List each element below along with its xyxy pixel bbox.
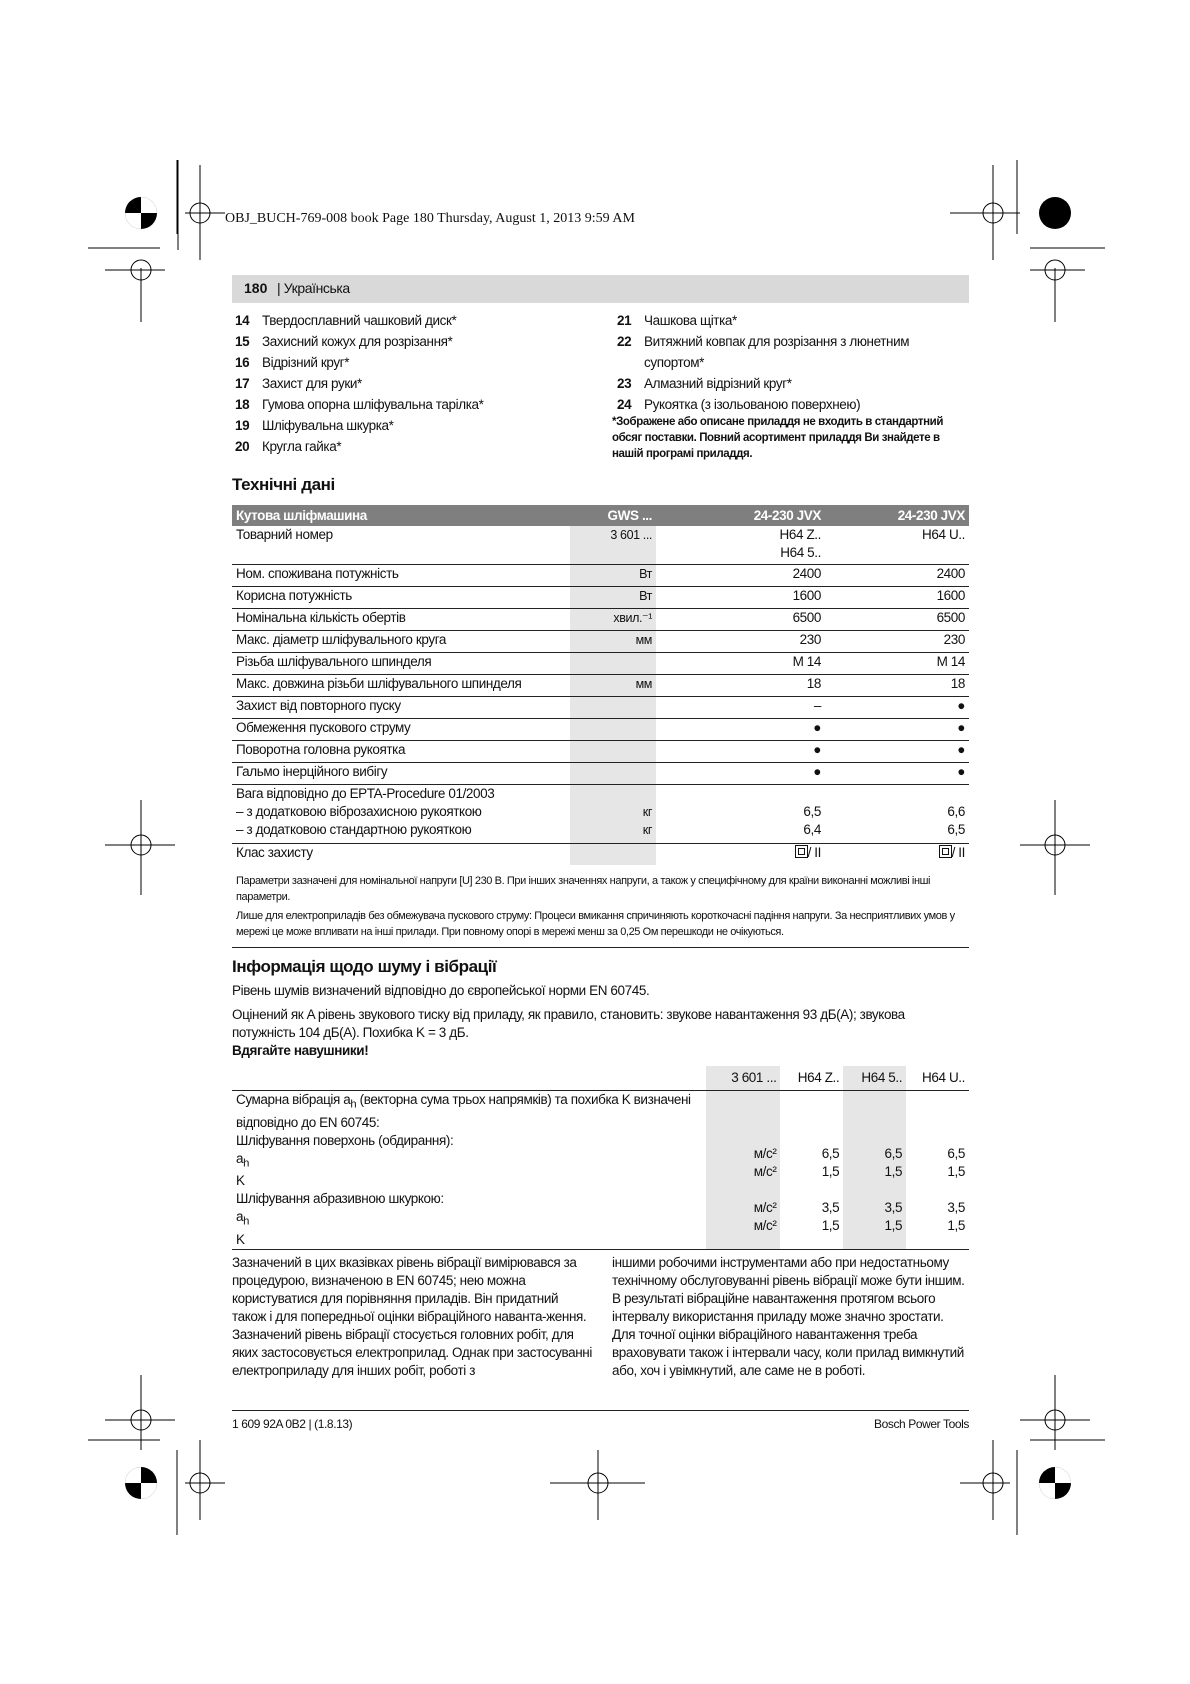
tech-note: Параметри зазначені для номінальної напруги [U] 230 В. При інших значеннях напруги, а також у специфічному для країни виконанні можливі інші параметри. xyxy=(236,875,931,903)
footer-brand: Bosch Power Tools xyxy=(873,1417,969,1431)
parts-list-left xyxy=(235,310,595,457)
paragraph: Зазначений рівень вібрації стосується головних робіт, для яких застосовується електроприлад. Однак при застосуванні електроприладу для інших робіт, роботі з xyxy=(232,1327,592,1378)
parts-footnote: *Зображене або описане приладдя не входить в стандартний обсяг поставки. Повний асортимент приладдя Ви знайдете в нашій програмі приладдя. xyxy=(612,416,944,460)
table-header: 24-230 JVX xyxy=(825,505,969,526)
parts-list-right xyxy=(617,310,972,415)
table-row: Товарний номер 3 601 ... H64 Z.. H64 5.. H64 U.. xyxy=(232,526,969,565)
table-header-row xyxy=(232,505,969,526)
paragraph: Для точної оцінки вібраційного навантаження треба враховувати також і інтервали часу, коли прилад вимкнутий або, хоч і увімкнутий, але саме не в роботі. xyxy=(612,1327,964,1378)
body-column-left xyxy=(232,1254,592,1380)
table-row: Гальмо інерційного вибігу ● ● xyxy=(232,763,969,785)
table-row: Поворотна головна рукоятка ● ● xyxy=(232,741,969,763)
tech-data-heading: Технічні дані xyxy=(232,475,335,494)
list-item: 24 Рукоятка (з ізольованою поверхнею) xyxy=(617,397,861,412)
list-item: 14 Твердосплавний чашковий диск* xyxy=(235,313,457,328)
list-item: 22 Витяжний ковпак для розрізання з люнетним супортом* xyxy=(617,334,910,370)
table-row: Макс. довжина різьби шліфувального шпинделя мм 18 18 xyxy=(232,675,969,697)
table-row: Обмеження пускового струму ● ● xyxy=(232,719,969,741)
paragraph: Оцінений як A рівень звукового тиску від приладу, як правило, становить: звукове навантаження 93 дБ(A); звукова потужність 104 дБ(A). Похибка K = 3 дБ. xyxy=(232,1007,905,1040)
tech-notes xyxy=(232,873,969,948)
list-item: 19 Шліфувальна шкурка* xyxy=(235,418,394,433)
paragraph: Зазначений в цих вказівках рівень вібрації вимірювався за процедурою, визначеною в EN 60745; нею можна користуватися для порівняння приладів. Він придатний також і для попередньої оцінки вібраційного наванта-ження. xyxy=(232,1255,587,1324)
class-ii-icon xyxy=(939,845,952,858)
list-item: 21 Чашкова щітка* xyxy=(617,313,737,328)
list-item: 15 Захисний кожух для розрізання* xyxy=(235,334,453,349)
noise-text xyxy=(232,982,969,1066)
table-row: Захист від повторного пуску – ● xyxy=(232,697,969,719)
tech-data-table xyxy=(232,505,969,865)
table-row: Макс. діаметр шліфувального круга мм 230 230 xyxy=(232,631,969,653)
table-row: Клас захисту / II / II xyxy=(232,844,969,866)
table-row: Сумарна вібрація $a_h$ (векторна сума трьох напрямків) та похибка K визначені відповідно до EN 60745: Шліфування поверхонь (обдирання): $a_h$ K Шліфування абразивною шкуркою: $a_h$ K м/с² м/с² м/с² м/с² 6,5 1,5 3,5 1,5 6,5 1,5 3,5 1,5 6,5 1,5 3,5 1,5 xyxy=(232,1091,969,1250)
table-header: Кутова шліфмашина xyxy=(232,505,570,526)
table-header: 24-230 JVX xyxy=(656,505,825,526)
list-item: 23 Алмазний відрізний круг* xyxy=(617,376,792,391)
list-item: 20 Кругла гайка* xyxy=(235,439,342,454)
noise-heading: Інформація щодо шуму і вібрації xyxy=(232,957,497,976)
paragraph-warning: Вдягайте навушники! xyxy=(232,1043,369,1058)
table-row-weight: Вага відповідно до EPTA-Procedure 01/2003 – з додатковою віброзахисною рукояткою – з додатковою стандартною рукояткою кг кг 6,5 6,4 6,6 6,5 xyxy=(232,785,969,844)
list-item: 16 Відрізний круг* xyxy=(235,355,350,370)
list-item: 18 Гумова опорна шліфувальна тарілка* xyxy=(235,397,484,412)
list-item: 17 Захист для руки* xyxy=(235,376,362,391)
body-column-right xyxy=(612,1254,972,1380)
vibration-table xyxy=(232,1066,969,1250)
page-number: 180 xyxy=(244,280,268,296)
table-row: Номінальна кількість обертів хвил.⁻¹ 6500 6500 xyxy=(232,609,969,631)
table-header: GWS ... xyxy=(570,505,656,526)
page-header-bar xyxy=(232,275,969,303)
paragraph: іншими робочими інструментами або при недостатньому технічному обслуговуванні рівень вібрації може бути іншим. В результаті вібраційне навантаження протягом всього інтервалу використання приладу може значно зростати. xyxy=(612,1255,965,1324)
footer-doc-number: 1 609 92A 0B2 | (1.8.13) xyxy=(232,1417,353,1431)
tech-note: Лише для електроприладів без обмежувача пускового струму: Процеси вмикання спричиняють короткочасні падіння напруги. За несприятливих умов у мережі це може впливати на інші прилади. При повному опорі в мережі менш за 0,25 Ом перешкоди не очікуються. xyxy=(236,910,955,938)
class-ii-icon xyxy=(795,845,808,858)
table-row: Ном. споживана потужність Вт 2400 2400 xyxy=(232,565,969,587)
paragraph: Рівень шумів визначений відповідно до європейської норми EN 60745. xyxy=(232,983,650,998)
table-row: Різьба шліфувального шпинделя M 14 M 14 xyxy=(232,653,969,675)
table-row: Корисна потужність Вт 1600 1600 xyxy=(232,587,969,609)
print-info-line: OBJ_BUCH-769-008 book Page 180 Thursday, August 1, 2013 9:59 AM xyxy=(225,211,635,226)
table-header-row: 3 601 ... H64 Z.. H64 5.. H64 U.. xyxy=(232,1066,969,1091)
page-footer xyxy=(232,1410,969,1431)
page-language: | Українська xyxy=(277,280,350,296)
